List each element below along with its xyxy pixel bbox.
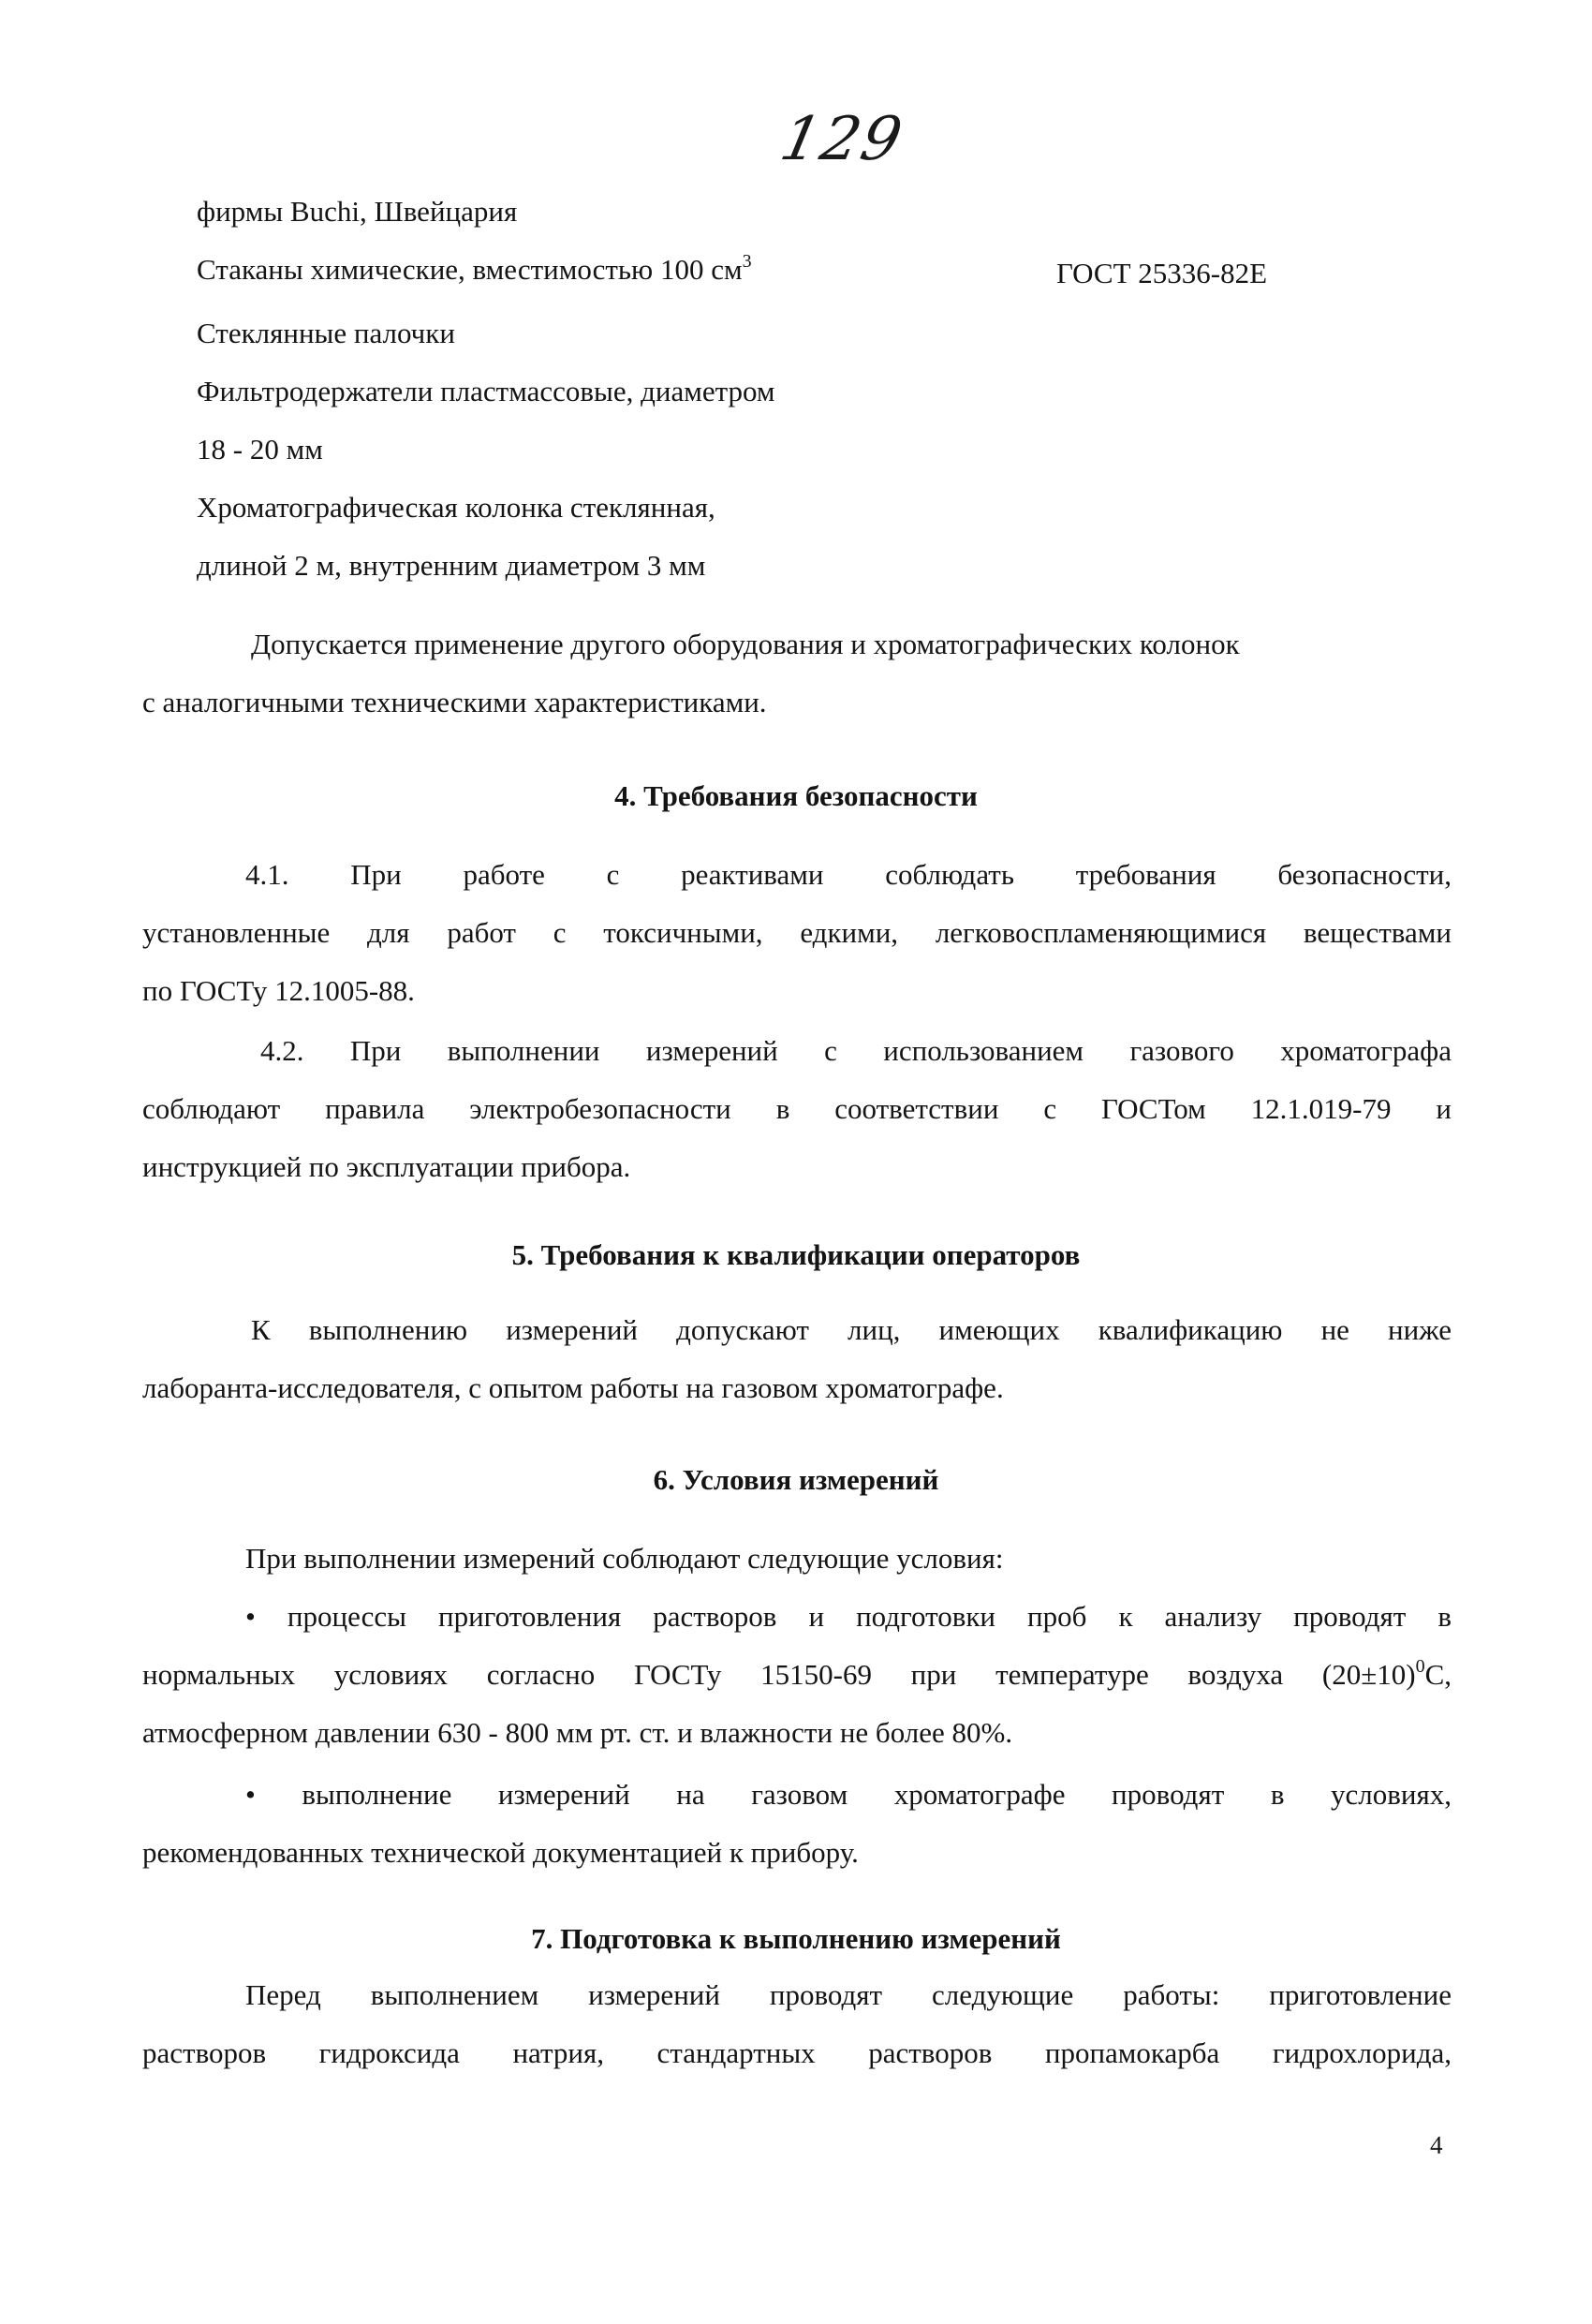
section-4-p1-line-2: установленные для работ с токсичными, едкими, легковоспламеняющимися веществами [142,916,1452,949]
section-6-intro: При выполнении измерений соблюдают следующие условия: [245,1542,1004,1575]
section-6-bullet-1-line-1: • процессы приготовления растворов и подготовки проб к анализу проводят в [245,1600,1452,1633]
beakers-text: Стаканы химические, вместимостью 100 см [197,253,743,286]
section-4-p1-line-3: по ГОСТу 12.1005-88. [142,974,415,1007]
section-7-line-2: растворов гидроксида натрия, стандартных растворов пропамокарба гидрохлорида, [142,2036,1452,2069]
allowance-line-1: Допускается применение другого оборудования и хроматографических колонок [251,628,1240,660]
section-7-heading: 7. Подготовка к выполнению измерений [531,1922,1061,1955]
handwritten-page-number: 129 [774,105,910,174]
degree-superscript: 0 [1415,1655,1425,1677]
allowance-line-2: с аналогичными техническими характеристиками. [142,686,767,718]
section-4-p2-line-2: соблюдают правила электробезопасности в соответствии с ГОСТом 12.1.019-79 и [142,1092,1452,1125]
temperature-text: нормальных условиях согласно ГОСТу 15150-69 при температуре воздуха (20±10) [142,1658,1416,1691]
equipment-beakers [197,251,752,289]
equipment-column: Хроматографическая колонка стеклянная, [197,491,715,524]
page-number: 4 [1430,2131,1443,2159]
section-4-p2-line-3: инструкцией по эксплуатации прибора. [142,1150,631,1183]
beakers-standard: ГОСТ 25336-82Е [1056,257,1268,289]
section-6-heading: 6. Условия измерений [653,1463,939,1496]
section-4-p2-line-1: 4.2. При выполнении измерений с использованием газового хроматографа [260,1034,1452,1067]
section-6-bullet-2-line-1: • выполнение измерений на газовом хроматографе проводят в условиях, [245,1778,1452,1811]
section-5-heading: 5. Требования к квалификации операторов [511,1238,1081,1271]
section-5-line-1: К выполнению измерений допускают лиц, имеющих квалификацию не ниже [251,1313,1452,1346]
section-4-p1-line-1: 4.1. При работе с реактивами соблюдать требования безопасности, [245,858,1452,891]
section-6-bullet-1-line-2 [142,1656,1452,1694]
temperature-unit: С, [1424,1658,1452,1691]
equipment-line: фирмы Buchi, Швейцария [197,195,518,228]
equipment-filter-size: 18 - 20 мм [197,433,323,466]
equipment-column-size: длиной 2 м, внутренним диаметром 3 мм [197,549,706,582]
equipment-filter-holders: Фильтродержатели пластмассовые, диаметром [197,375,775,407]
section-5-line-2: лаборанта-исследователя, с опытом работы на газовом хроматографе. [142,1371,1004,1404]
beakers-superscript: 3 [742,250,752,272]
section-6-bullet-1-line-3: атмосферном давлении 630 - 800 мм рт. ст. и влажности не более 80%. [142,1716,1013,1749]
equipment-rods: Стеклянные палочки [197,317,455,349]
section-4-heading: 4. Требования безопасности [614,779,978,812]
section-7-line-1: Перед выполнением измерений проводят следующие работы: приготовление [245,1978,1452,2011]
section-6-bullet-2-line-2: рекомендованных технической документацией к прибору. [142,1836,859,1869]
